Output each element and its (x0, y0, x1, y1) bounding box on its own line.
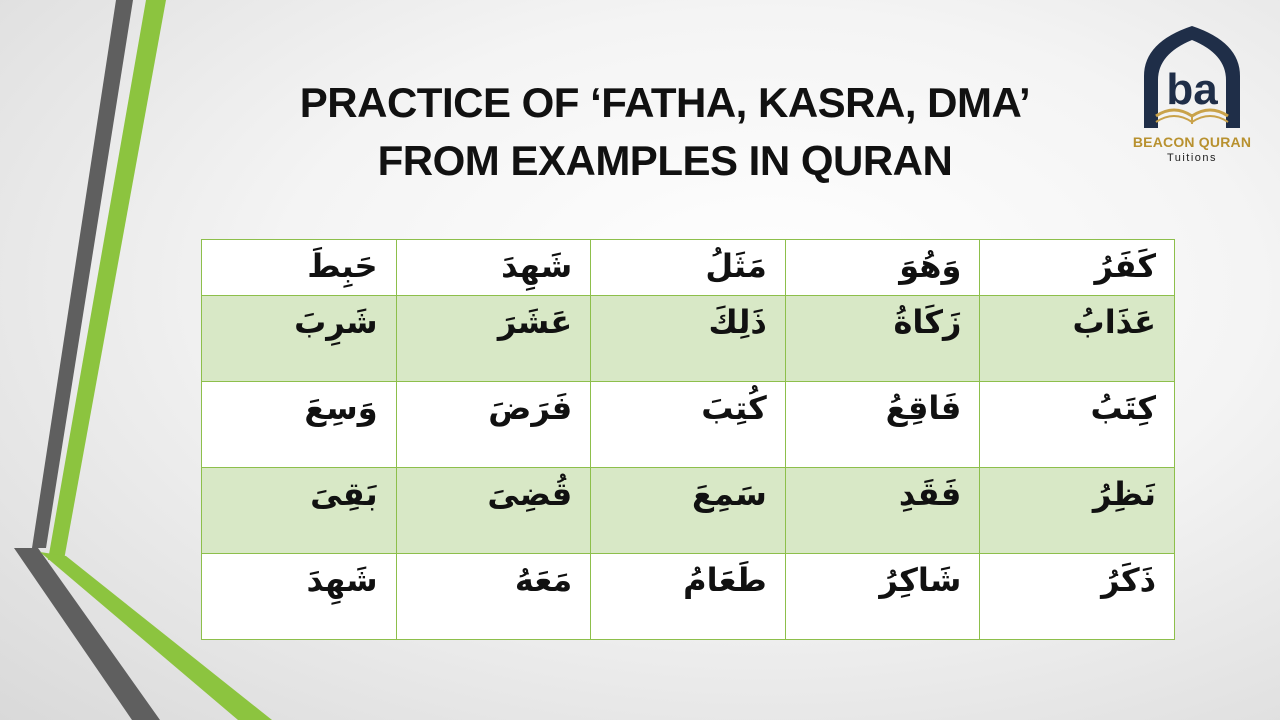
arabic-word: عَذَابُ (1072, 303, 1156, 341)
table-cell (396, 382, 591, 468)
arabic-word: شَهِدَ (306, 561, 378, 599)
logo-subtitle: Tuitions (1166, 152, 1218, 164)
table-row (202, 468, 1175, 554)
arabic-word: كَفَرُ (1094, 247, 1156, 285)
table-cell (980, 468, 1175, 554)
table-cell (202, 296, 397, 382)
table-cell (980, 296, 1175, 382)
table-cell (202, 240, 397, 296)
arabic-word: ذَلِكَ (708, 303, 767, 341)
arabic-word: مَعَهُ (514, 561, 573, 599)
table-cell (396, 554, 591, 640)
arabic-word: حَبِطَ (307, 247, 378, 285)
title-line-2: FROM EXAMPLES IN QURAN (377, 137, 953, 184)
table-row (202, 554, 1175, 640)
arabic-word: زَكَاةُ (893, 303, 962, 341)
arabic-word: وَهُوَ (899, 247, 962, 285)
slide-title (200, 74, 1130, 190)
gray-stripe-top (32, 0, 133, 548)
arabic-word: سَمِعَ (692, 475, 767, 513)
table-cell (980, 554, 1175, 640)
logo-name: BEACON QURAN (1132, 134, 1252, 150)
table-cell (785, 382, 980, 468)
arabic-words-table (201, 239, 1175, 640)
table-cell (202, 468, 397, 554)
words-table-body (202, 240, 1175, 640)
table-cell (396, 468, 591, 554)
arabic-word: شَهِدَ (501, 247, 573, 285)
table-cell (980, 240, 1175, 296)
table-row (202, 382, 1175, 468)
table-cell (785, 554, 980, 640)
table-cell (980, 382, 1175, 468)
table-cell (591, 382, 786, 468)
table-cell (785, 240, 980, 296)
title-line-1: PRACTICE OF ‘FATHA, KASRA, DMA’ (299, 79, 1031, 126)
logo-monogram: ba (1166, 65, 1218, 114)
arabic-word: نَظِرُ (1092, 475, 1156, 513)
arabic-word: شَرِبَ (294, 303, 378, 341)
arabic-word: طَعَامُ (683, 561, 767, 599)
table-cell (591, 240, 786, 296)
arabic-word: بَقِىَ (310, 475, 378, 513)
table-row (202, 296, 1175, 382)
arabic-word: فَرَضَ (488, 389, 573, 427)
table-cell (202, 554, 397, 640)
table-cell (785, 296, 980, 382)
table-cell (591, 468, 786, 554)
table-row (202, 240, 1175, 296)
arabic-word: كُتِبَ (701, 389, 767, 427)
arabic-word: ذَكَرُ (1101, 561, 1156, 599)
dome-book-logo-icon (1134, 24, 1250, 132)
arabic-word: فَاقِعُ (885, 389, 962, 427)
table-cell (591, 554, 786, 640)
table-cell (202, 382, 397, 468)
table-cell (396, 296, 591, 382)
arabic-word: شَاكِرُ (879, 561, 962, 599)
arabic-word: فَقَدِ (898, 475, 962, 513)
arabic-word: وَسِعَ (304, 389, 378, 427)
table-cell (396, 240, 591, 296)
arabic-word: مَثَلُ (705, 247, 767, 285)
table-cell (785, 468, 980, 554)
beacon-quran-logo (1122, 24, 1262, 174)
arabic-word: عَشَرَ (497, 303, 573, 341)
table-cell (591, 296, 786, 382)
arabic-word: قُضِىَ (487, 475, 573, 513)
arabic-word: كِتَبُ (1090, 389, 1156, 427)
